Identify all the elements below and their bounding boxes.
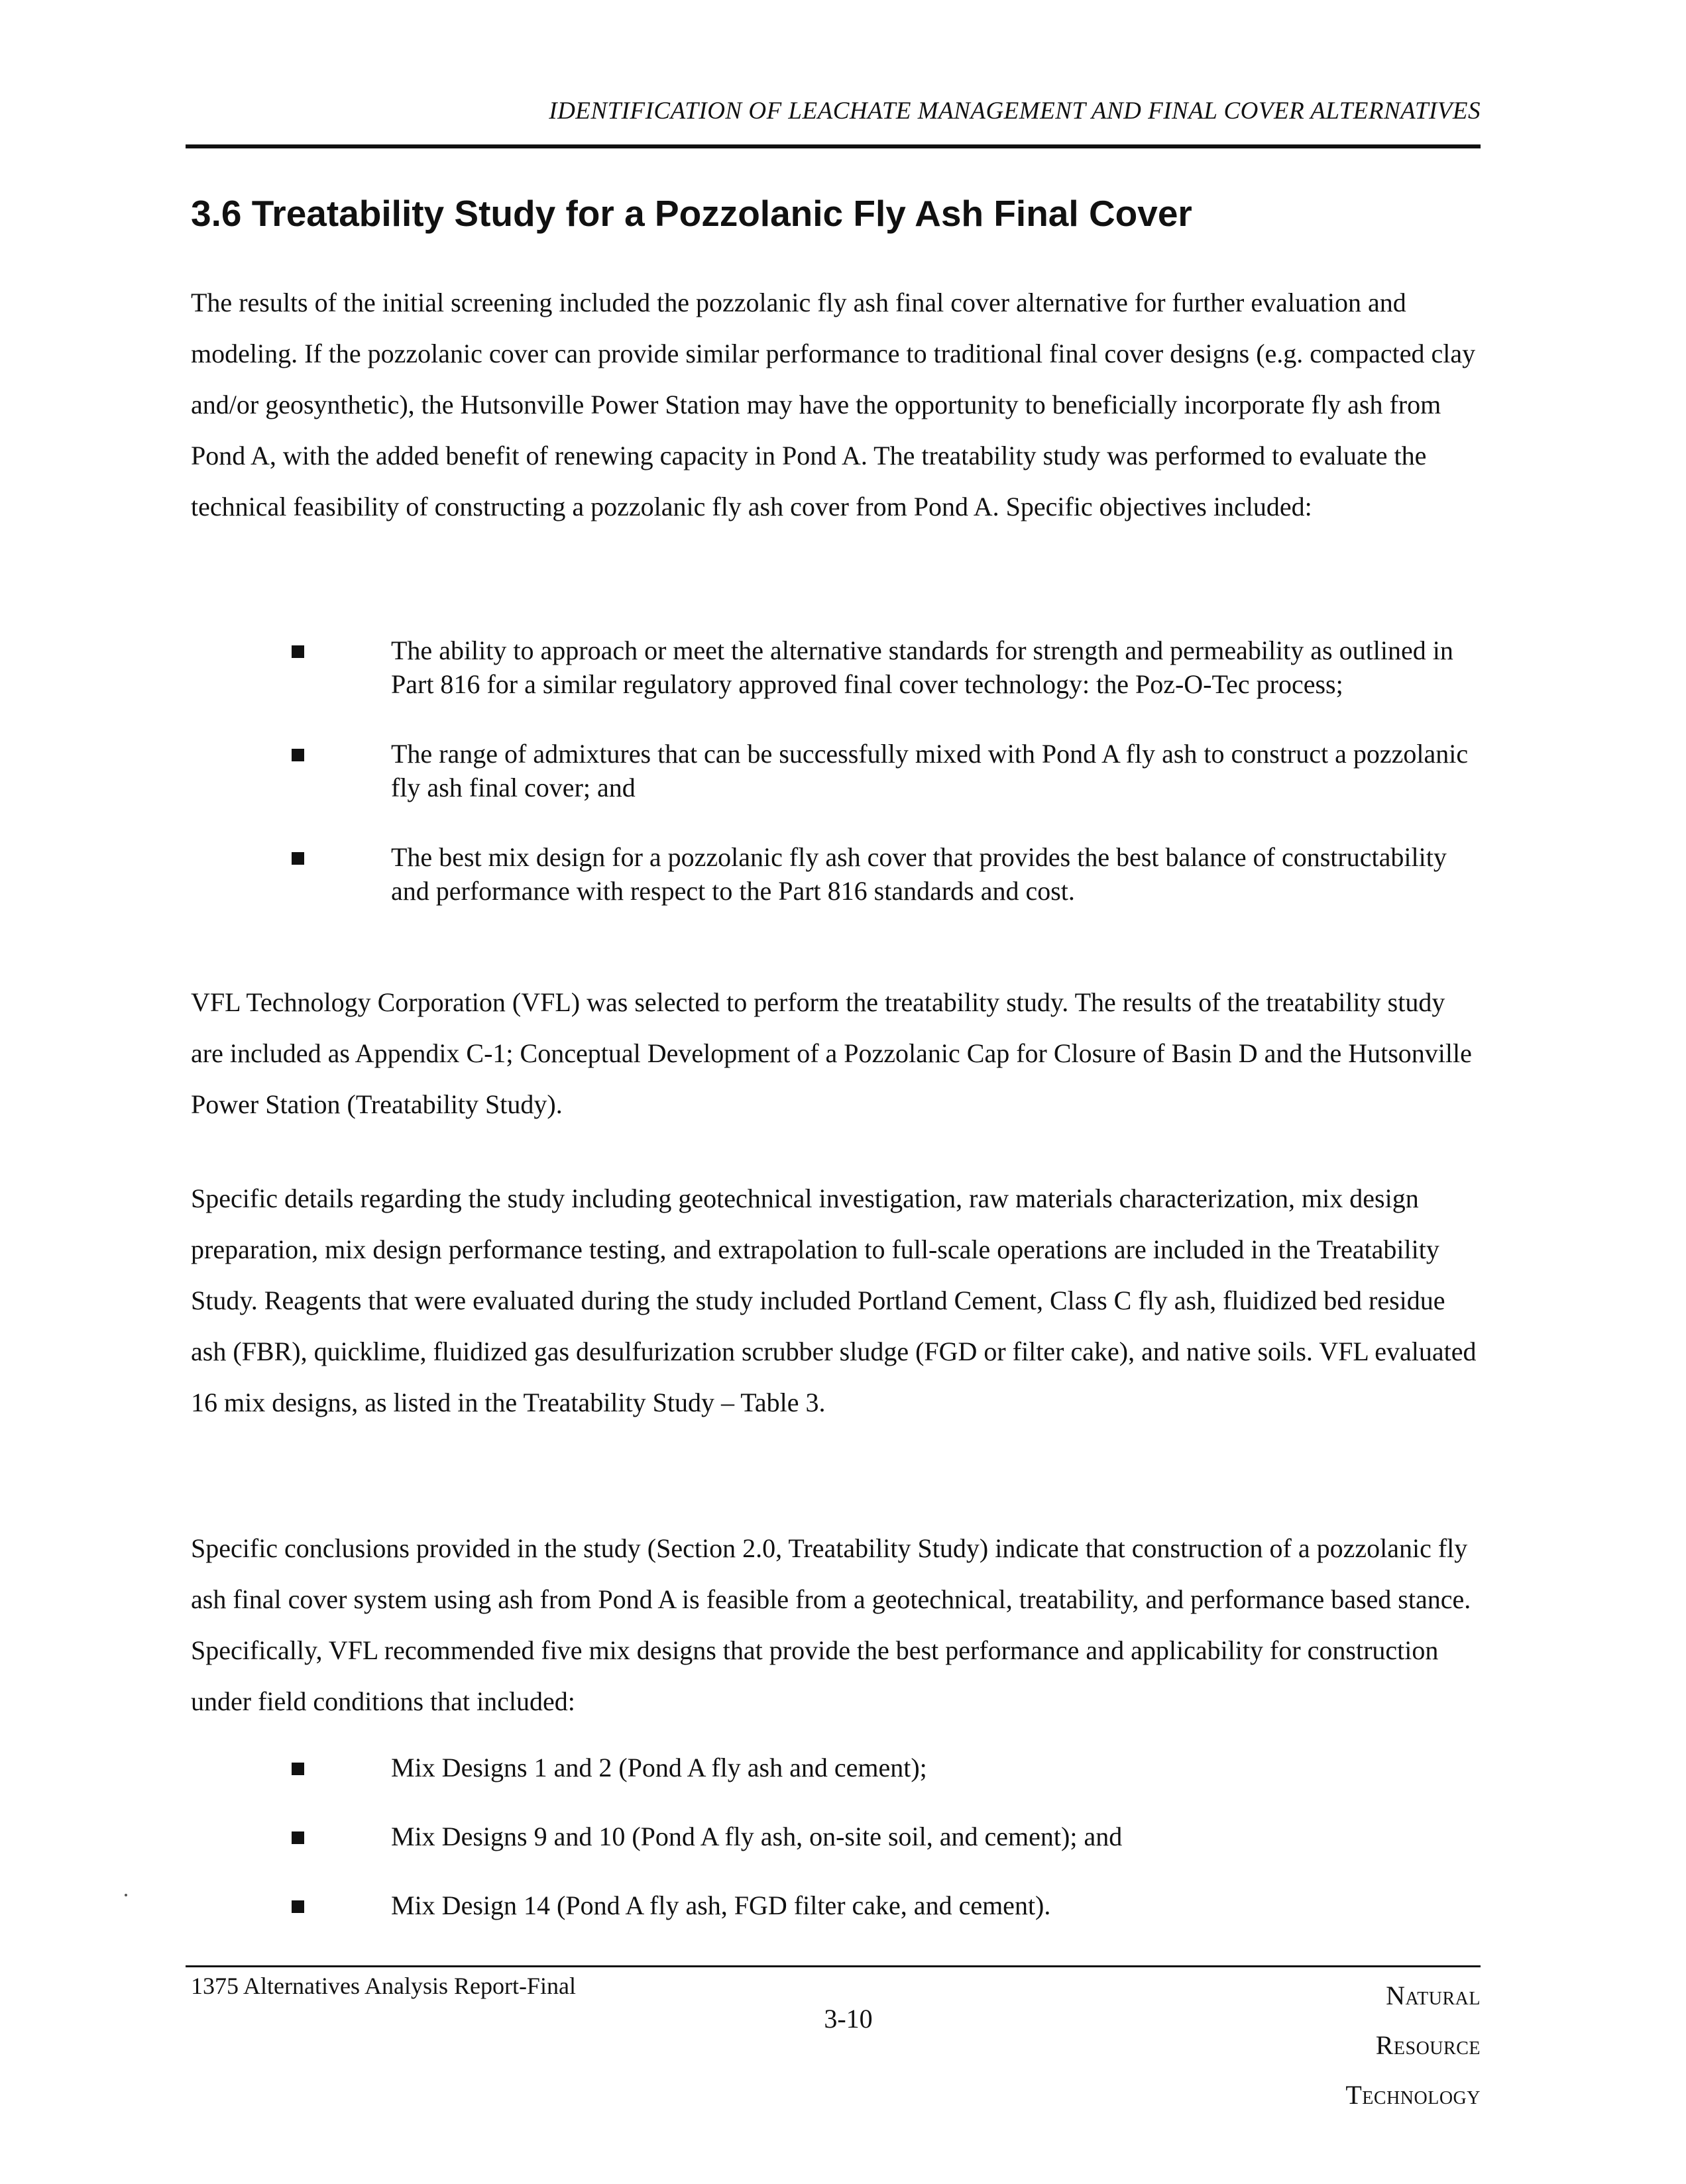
square-bullet-icon: [292, 1763, 304, 1775]
intro-paragraph: The results of the initial screening included the pozzolanic fly ash final cover alternative for further evaluation and modeling. If the pozzolanic cover can provide similar performance to traditional final cover designs (e.g. compacted clay and/or geosynthetic), the Hutsonville Power Station may have the opportunity to beneficially incorporate fly ash from Pond A, with the added benefit of renewing capacity in Pond A. The treatability study was performed to evaluate the technical feasibility of constructing a pozzolanic fly ash cover from Pond A. Specific objectives included:: [191, 288, 1476, 521]
company-name-line: Technology: [1345, 2080, 1481, 2110]
square-bullet-icon: [292, 1900, 304, 1913]
list-item-text: The ability to approach or meet the alternative standards for strength and permeability as outlined in Part 816 for a similar regulatory approved final cover technology: the Poz-O-Tec process;: [391, 635, 1453, 699]
scan-speck: [125, 1894, 127, 1896]
section-title: 3.6 Treatability Study for a Pozzolanic Fly Ash Final Cover: [191, 193, 1192, 234]
vfl-paragraph: VFL Technology Corporation (VFL) was selected to perform the treatability study. The results of the treatability study are included as Appendix C-1; Conceptual Development of a Pozzolanic Cap for Closure of Basin D and the Hutsonville Power Station (Treatability Study).: [191, 987, 1472, 1119]
list-item-text: The best mix design for a pozzolanic fly ash cover that provides the best balance of constructability and performance with respect to the Part 816 standards and cost.: [391, 842, 1447, 906]
running-header: IDENTIFICATION OF LEACHATE MANAGEMENT AND FINAL COVER ALTERNATIVES: [549, 97, 1481, 125]
square-bullet-icon: [292, 852, 304, 865]
company-name-line: Natural: [1386, 1981, 1481, 2010]
list-item: [191, 633, 1480, 701]
details-paragraph: Specific details regarding the study including geotechnical investigation, raw materials characterization, mix design preparation, mix design performance testing, and extrapolation to full-scale operations are included in the Treatability Study. Reagents that were evaluated during the study included Portland Cement, Class C fly ash, fluidized bed residue ash (FBR), quicklime, fluidized gas desulfurization scrubber sludge (FGD or filter cake), and native soils. VFL evaluated 16 mix designs, as listed in the Treatability Study – Table 3.: [191, 1183, 1477, 1417]
list-item: [191, 840, 1480, 908]
square-bullet-icon: [292, 1831, 304, 1844]
list-item: [191, 1820, 1480, 1853]
header-divider: [186, 144, 1481, 148]
company-name: [1215, 1971, 1481, 2120]
mix-designs-list: [191, 1751, 1480, 1922]
conclusions-paragraph: Specific conclusions provided in the study (Section 2.0, Treatability Study) indicate that construction of a pozzolanic fly ash final cover system using ash from Pond A is feasible from a geotechnical, treatability, and performance based stance. Specifically, VFL recommended five mix designs that provide the best performance and applicability for construction under field conditions that included:: [191, 1533, 1471, 1716]
list-item: [191, 1751, 1480, 1784]
list-item: [191, 1888, 1480, 1922]
list-item-text: Mix Design 14 (Pond A fly ash, FGD filter cake, and cement).: [391, 1890, 1051, 1920]
list-item-text: Mix Designs 9 and 10 (Pond A fly ash, on-site soil, and cement); and: [391, 1822, 1123, 1851]
page-number: 3-10: [824, 2004, 873, 2034]
square-bullet-icon: [292, 645, 304, 658]
square-bullet-icon: [292, 749, 304, 761]
list-item-text: The range of admixtures that can be successfully mixed with Pond A fly ash to construct a pozzolanic fly ash final cover; and: [391, 739, 1469, 802]
report-name: 1375 Alternatives Analysis Report-Final: [191, 1973, 576, 1999]
objectives-list: [191, 633, 1480, 908]
company-name-line: Resource: [1375, 2030, 1481, 2060]
list-item: [191, 737, 1480, 804]
list-item-text: Mix Designs 1 and 2 (Pond A fly ash and cement);: [391, 1753, 927, 1782]
footer-divider: [186, 1965, 1481, 1967]
